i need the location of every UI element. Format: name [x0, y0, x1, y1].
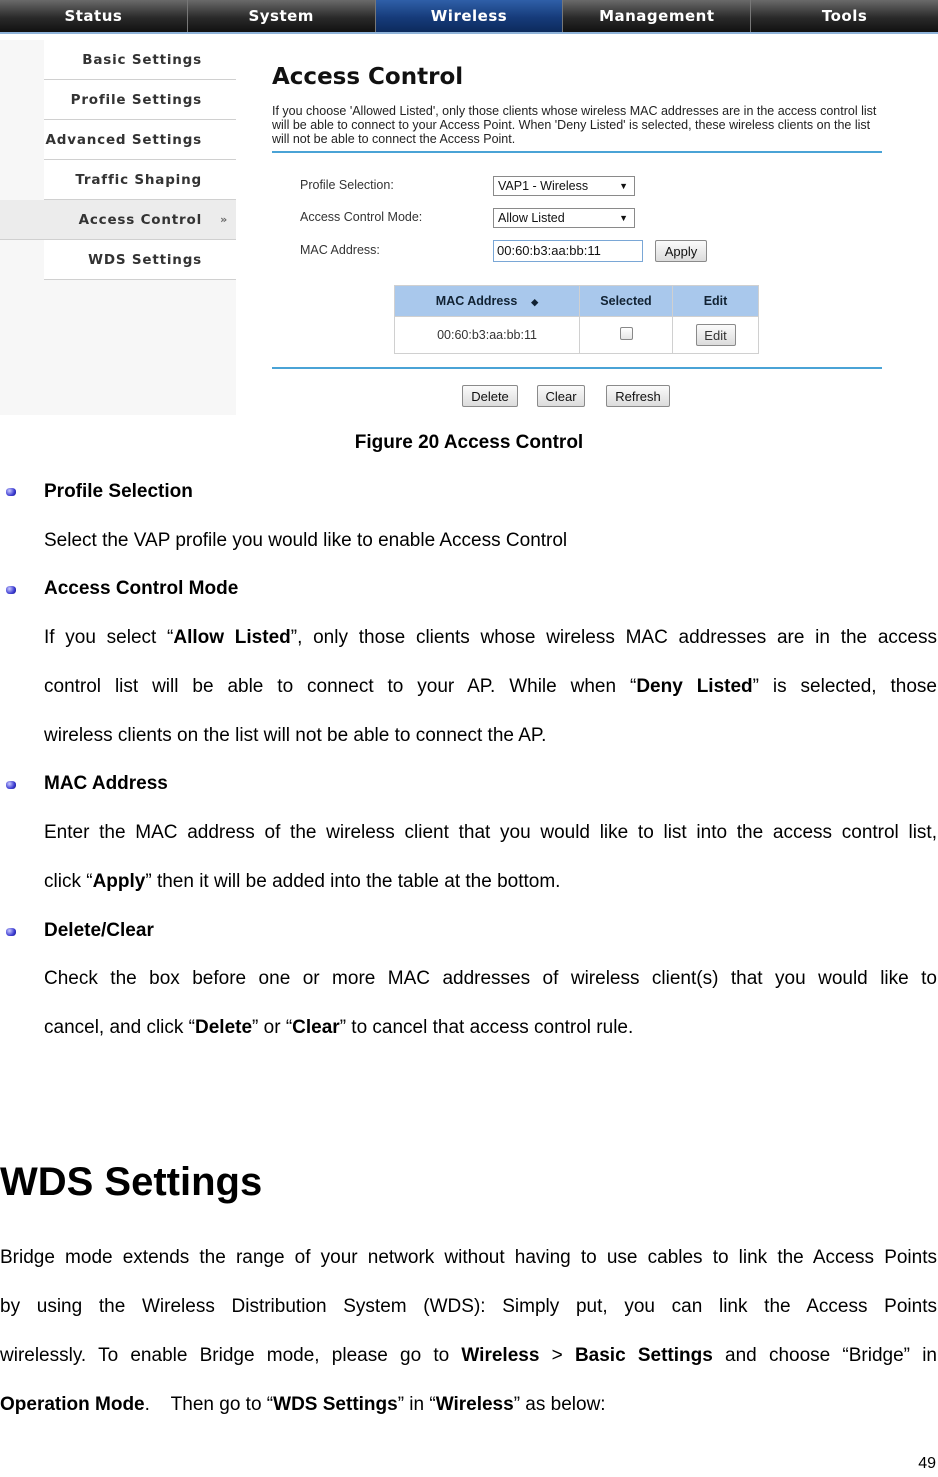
access-control-screenshot: [0, 0, 938, 415]
mac-address-cell: 00:60:b3:aa:bb:11: [395, 317, 580, 354]
edit-button[interactable]: Edit: [696, 324, 736, 346]
text-line: Operation Mode. Then go to “WDS Settings” in “Wireless” as below:: [0, 1394, 606, 1415]
mac-address-label: MAC Address:: [300, 243, 380, 257]
clear-button[interactable]: Clear: [537, 385, 585, 407]
text-line: If you select “Allow Listed”, only those clients whose wireless MAC addresses are in the access: [44, 627, 937, 648]
sidebar: [0, 40, 236, 415]
column-header-mac-address[interactable]: [395, 286, 580, 317]
profile-selection-select[interactable]: [493, 176, 635, 196]
tab-system[interactable]: System: [188, 0, 376, 32]
table-header-row: [395, 286, 759, 317]
table-row: [395, 317, 759, 354]
mac-address-input[interactable]: 00:60:b3:aa:bb:11: [493, 240, 643, 262]
section-body: [44, 954, 937, 1052]
access-control-mode-select[interactable]: [493, 208, 635, 228]
page-description: If you choose 'Allowed Listed', only those clients whose wireless MAC addresses are in the access control list will be able to connect to your Access Point. When 'Deny Listed' is selected, these wireless clients on the list will not be able to connect the Access Point.: [272, 104, 877, 146]
wds-settings-heading: WDS Settings: [0, 1160, 263, 1204]
row-select-checkbox[interactable]: [620, 327, 633, 340]
mac-address-table: [394, 285, 759, 354]
section-heading: Profile Selection: [44, 481, 193, 502]
text-line: Enter the MAC address of the wireless client that you would like to list into the access control list,: [44, 822, 937, 843]
text-line: Check the box before one or more MAC addresses of wireless client(s) that you would like to: [44, 968, 937, 989]
bullet-icon: [6, 928, 16, 936]
sidebar-item-wds-settings[interactable]: WDS Settings: [44, 240, 236, 280]
divider: [272, 151, 882, 153]
dropdown-caret-icon: ▼: [619, 213, 628, 223]
figure-caption: Figure 20 Access Control: [354, 432, 584, 453]
text-line: wirelessly. To enable Bridge mode, please go to Wireless > Basic Settings and choose “Bridge” in: [0, 1345, 938, 1366]
sidebar-item-profile-settings[interactable]: Profile Settings: [44, 80, 236, 120]
wds-settings-body: [0, 1233, 937, 1429]
access-control-mode-value: Allow Listed: [498, 211, 565, 225]
main-content: [272, 40, 882, 415]
refresh-button[interactable]: Refresh: [606, 385, 670, 407]
sidebar-item-traffic-shaping[interactable]: Traffic Shaping: [44, 160, 236, 200]
bullet-icon: [6, 586, 16, 594]
section-heading: Access Control Mode: [44, 578, 239, 599]
delete-button[interactable]: Delete: [462, 385, 518, 407]
column-header-edit: Edit: [673, 286, 759, 317]
section-body: [44, 808, 937, 906]
bullet-icon: [6, 488, 16, 496]
selected-cell: [580, 317, 673, 354]
column-header-label: MAC Address: [435, 294, 518, 308]
section-heading: Delete/Clear: [44, 920, 154, 941]
tab-tools[interactable]: Tools: [821, 7, 868, 25]
bullet-icon: [6, 781, 16, 789]
section-body: Select the VAP profile you would like to enable Access Control: [44, 530, 568, 551]
tab-status[interactable]: Status: [0, 0, 188, 32]
divider: [272, 367, 882, 369]
text-line: click “Apply” then it will be added into the table at the bottom.: [44, 871, 561, 892]
tab-management[interactable]: Management: [563, 0, 751, 32]
sidebar-item-basic-settings[interactable]: Basic Settings: [44, 40, 236, 80]
text-line: cancel, and click “Delete” or “Clear” to cancel that access control rule.: [44, 1017, 634, 1038]
profile-selection-label: Profile Selection:: [300, 178, 394, 192]
text-line: wireless clients on the list will not be able to connect the AP.: [44, 725, 547, 746]
edit-cell: [673, 317, 759, 354]
tab-wireless[interactable]: Wireless: [376, 0, 564, 32]
page-number: 49: [918, 1455, 936, 1472]
section-body: [44, 613, 937, 760]
column-header-selected: Selected: [580, 286, 673, 317]
access-control-mode-label: Access Control Mode:: [300, 210, 423, 224]
dropdown-caret-icon: ▼: [619, 181, 628, 191]
sidebar-item-label: Access Control: [78, 211, 202, 228]
sidebar-item-access-control[interactable]: [0, 200, 236, 240]
text-line: control list will be able to connect to your AP. While when “Deny Listed” is selected, those: [44, 676, 937, 697]
section-heading: MAC Address: [44, 773, 168, 794]
sidebar-item-advanced-settings[interactable]: Advanced Settings: [44, 120, 236, 160]
top-navigation: [0, 0, 938, 34]
profile-selection-value: VAP1 - Wireless: [498, 179, 589, 193]
text-line: by using the Wireless Distribution System (WDS): Simply put, you can link the Access Points: [0, 1296, 937, 1317]
text-line: Bridge mode extends the range of your network without having to use cables to link the Access Points: [0, 1247, 937, 1268]
apply-button[interactable]: Apply: [655, 240, 707, 262]
sort-icon: ◆: [531, 297, 539, 307]
page-title: Access Control: [272, 64, 464, 90]
double-chevron-right-icon: »: [220, 213, 228, 226]
